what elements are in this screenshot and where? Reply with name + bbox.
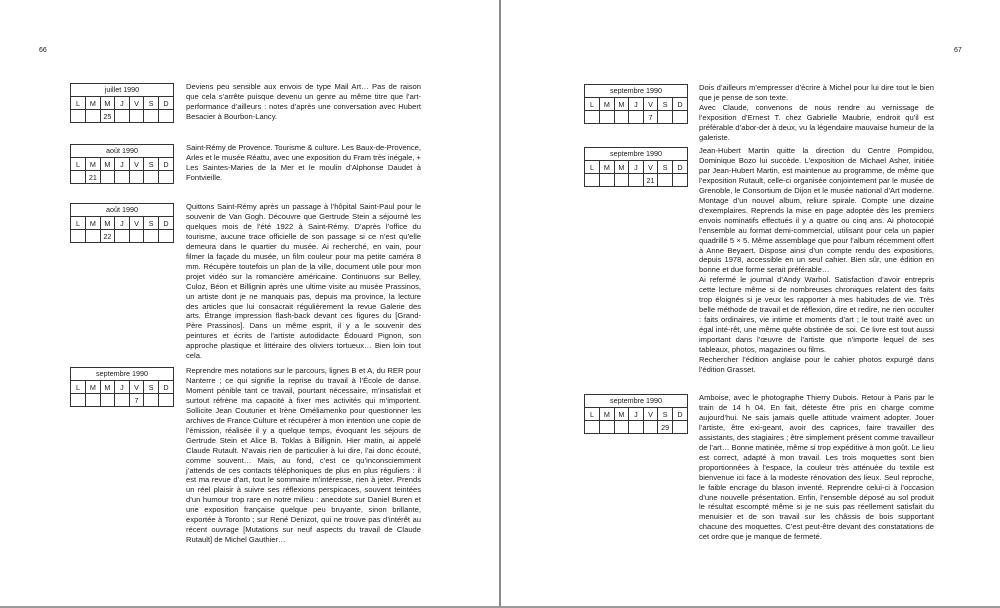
journal-entry [186, 366, 421, 545]
date-cell [144, 394, 159, 407]
weekday-label: S [658, 161, 673, 174]
weekday-label: M [100, 217, 115, 230]
date-cell: 7 [643, 111, 658, 124]
date-cell [144, 110, 159, 123]
date-cell [86, 394, 101, 407]
journal-entry [699, 146, 934, 375]
calendar-month: août 1990 [71, 204, 173, 217]
weekday-label: S [144, 158, 159, 171]
entry-paragraph: Saint-Rémy de Provence. Tourisme & culture. Les Baux-de-Provence, Arles et le musée Réattu, avec une exposition du Fram très inégale, + Les Saintes-Maries de la Mer et le moulin d’Alphonse Daudet à Fontvieille. [186, 143, 421, 182]
weekday-label: S [658, 98, 673, 111]
weekday-label: M [100, 97, 115, 110]
calendar-grid [585, 161, 687, 186]
date-cell [71, 230, 86, 243]
weekday-label: J [629, 408, 644, 421]
date-cell: 22 [100, 230, 115, 243]
right-page [501, 0, 1000, 606]
calendar-box [70, 203, 174, 243]
entry-paragraph: Deviens peu sensible aux envois de type Mail Art… Pas de raison que cela s’arrête puisque devenu un genre au même titre que l’art-performance d’ailleurs : notes d’après une conversation avec Hubert Besacier à Bourbon-Lancy. [186, 82, 421, 121]
weekday-label: L [71, 158, 86, 171]
entry-paragraph: Quittons Saint-Rémy après un passage à l’hôpital Saint-Paul pour le souvenir de Van Gogh. Découvre que Gertrude Stein a séjourné les quelques mois de l’été 1922 à Saint-Rémy. D’après l’office du tourisme, aucune trace officielle de son passage si ce n’est qu’elle demeura dans le quartier du musée. Ai recherché, en vain, pour filmer la façade du musée, un film couleur pour ma petite caméra 8 mm. Récupère toutefois un plan de la ville, document utile pour mon projet vidéo sur la romancière américaine. Continuons sur Belley, Culoz, Béon et Billignin après une ultime visite au musée Prassinos, un artiste dont je ne manquais pas, depuis ma province, la lecture des articles que lui consacrait régulièrement la revue Galerie des arts. Étrange impression flash-back devant ces figures du [Grand-Père Prassinos]. Dans un même esprit, il y a le souvenir des peintures et écrits de l’artiste autodidacte Édouard Pignon, son approche plastique et littéraire des oliviers tortueux… Bien loin tout cela. [186, 202, 421, 361]
date-cell [158, 230, 173, 243]
weekday-label: D [672, 161, 687, 174]
date-cell: 29 [658, 421, 673, 434]
date-cell [614, 174, 629, 187]
weekday-label: D [158, 381, 173, 394]
left-page [0, 0, 499, 606]
journal-entry [186, 143, 421, 183]
weekday-label: J [115, 158, 130, 171]
date-cell [643, 421, 658, 434]
date-cell [115, 230, 130, 243]
weekday-label: M [600, 98, 615, 111]
date-cell [600, 174, 615, 187]
weekday-label: L [71, 217, 86, 230]
date-cell: 7 [129, 394, 144, 407]
date-cell [672, 174, 687, 187]
date-cell [115, 110, 130, 123]
date-cell [585, 174, 600, 187]
weekday-label: J [629, 161, 644, 174]
weekday-label: M [614, 408, 629, 421]
weekday-label: M [614, 98, 629, 111]
weekday-label: V [129, 217, 144, 230]
page-number: 67 [954, 47, 962, 54]
date-cell [600, 111, 615, 124]
date-cell [86, 230, 101, 243]
date-cell [71, 110, 86, 123]
calendar-grid [71, 381, 173, 406]
date-cell [158, 110, 173, 123]
weekday-label: M [600, 408, 615, 421]
weekday-label: S [658, 408, 673, 421]
entry-paragraph: Amboise, avec le photographe Thierry Dubois. Retour à Paris par le train de 14 h 04. En fait, déteste être pris en charge comme aujourd’hui. Ne sais jamais quelle attitude vraiment adopter. Jouer l’artiste, être exi-geant, avoir des caprices, faire travailler des assistants, des stagiaires ; être simplement présent comme travailleur de l’art… Bonne matinée, même si trop expéditive à mon goût. Le lieu est correct, adapté à mon travail. Les trois moquettes sont bien proportionnées à l’espace, la couleur très atténuée du textile est bienvenue ici face à la modeste rénovation des lieux. Seul reproche, le faible encrage du blason inventé. Reprendre celui-ci à l’occasion d’une nouvelle présentation. Enfin, l’ensemble déposé au sol produit le résultat escompté même si je ne suis pas réellement satisfait du menuisier et de son travail sur les châssis de bois supportant chacune des moquettes. C’est peut-être devant des constatations de cet ordre que je manque de fermeté. [699, 393, 934, 542]
weekday-label: J [629, 98, 644, 111]
weekday-label: L [71, 381, 86, 394]
date-cell [144, 171, 159, 184]
date-cell [585, 421, 600, 434]
calendar-month: septembre 1990 [585, 148, 687, 161]
weekday-label: V [129, 381, 144, 394]
weekday-label: L [585, 408, 600, 421]
date-cell [129, 110, 144, 123]
weekday-label: L [585, 98, 600, 111]
calendar-grid [585, 98, 687, 123]
weekday-label: V [129, 158, 144, 171]
date-cell: 21 [86, 171, 101, 184]
journal-entry [186, 202, 421, 361]
date-cell [600, 421, 615, 434]
weekday-label: M [86, 217, 101, 230]
weekday-label: D [158, 158, 173, 171]
journal-entry [699, 83, 934, 143]
date-cell [71, 171, 86, 184]
calendar-grid [71, 217, 173, 242]
journal-entry [186, 82, 421, 122]
calendar-month: août 1990 [71, 145, 173, 158]
calendar-month: septembre 1990 [71, 368, 173, 381]
entry-paragraph: Ai refermé le journal d’Andy Warhol. Satisfaction d’avoir entrepris cette lecture même si de nombreuses chroniques relatent des faits trop éloignés si je veux les rapporter à mes habitudes de vie. Très belle méthode de travail et de réflexion, dire et redire, ne rien occulter : faits ordinaires, vie intime et moments d’art ; le tout traité avec un égal inté-rêt, une même quête obstinée de soi. Ce livre est tout aussi important dans l’œuvre de l’artiste que n’importe lequel de ses tableaux, photos, magazines ou films. [699, 275, 934, 355]
date-cell [614, 421, 629, 434]
calendar-grid [71, 97, 173, 122]
date-cell [129, 171, 144, 184]
date-cell [672, 111, 687, 124]
calendar-box [70, 144, 174, 184]
date-cell [614, 111, 629, 124]
date-cell [115, 171, 130, 184]
calendar-grid [71, 158, 173, 183]
calendar-box [584, 147, 688, 187]
weekday-label: J [115, 381, 130, 394]
calendar-grid [585, 408, 687, 433]
weekday-label: L [71, 97, 86, 110]
date-cell [100, 171, 115, 184]
date-cell [158, 394, 173, 407]
entry-paragraph: Rechercher l’édition anglaise pour le cahier photos expurgé dans l’édition Grasset. [699, 355, 934, 374]
date-cell [129, 230, 144, 243]
calendar-month: juillet 1990 [71, 84, 173, 97]
date-cell [629, 421, 644, 434]
date-cell [629, 174, 644, 187]
weekday-label: M [86, 97, 101, 110]
weekday-label: D [672, 98, 687, 111]
date-cell [658, 174, 673, 187]
journal-entry [699, 393, 934, 542]
weekday-label: V [643, 98, 658, 111]
date-cell: 25 [100, 110, 115, 123]
date-cell [100, 394, 115, 407]
date-cell [585, 111, 600, 124]
date-cell [629, 111, 644, 124]
weekday-label: M [600, 161, 615, 174]
weekday-label: M [100, 158, 115, 171]
weekday-label: D [672, 408, 687, 421]
date-cell [86, 110, 101, 123]
weekday-label: D [158, 97, 173, 110]
calendar-box [70, 83, 174, 123]
weekday-label: L [585, 161, 600, 174]
entry-paragraph: Reprendre mes notations sur le parcours, lignes B et A, du RER pour Nanterre ; ce qui signifie la reprise du travail à l’École de danse. Moment pénible tant ce travail, pourtant nécessaire, m’insatisfait et surtout réfrène ma capacité à fixer mes activités qui m’importent. Sollicite Jean Couturier et Irène Oméliamenko pour questionner les archives de France Culture et récupérer à mon intention une copie de l’émission, réalisée il y a quelque temps, évoquant les séjours de Gertrude Stein et Alice B. Toklas à Billignin. Hier matin, ai appelé Claude Rutault. N’avais rien de particulier à lui dire, l’ai donc écouté, comme souvent… Mais, au fond, c’est ce qu’inconsciemment j’attends de ces contacts téléphoniques de plus en plus réguliers : il est ma revue d’art, tout le sommaire m’intéresse, rien à jeter. Prends un réel plaisir à suivre ses réflexions perspicaces, souvent teintées d’un humour trop rare en notre milieu : anecdote sur Daniel Buren et une exposition française quelque peu bruyante, sinon brillante, exportée à Toronto ; sur René Denizot, qui ne trouve pas d’intérêt au récent ouvrage [Mutations sur neuf aspects du travail de Claude Rutault] de Michel Gauthier… [186, 366, 421, 545]
entry-paragraph: Jean-Hubert Martin quitte la direction du Centre Pompidou, Dominique Bozo lui succède. L’exposition de Michael Asher, initiée par Jean-Hubert Martin, est maintenue au programme, de même que l’exposition Rutault, celle-ci organisée conjointement par le musée de Grenoble, le Consortium de Dijon et le musée national d’Art moderne. Montage d’un nouvel album, reliure spirale. Compte une dizaine d’exemplaires. Reprends la mise en page adoptée dès les premiers envois nominatifs effectués il y a quatre ou cinq ans. Ai photocopié l’ensemble au format demi-commercial, utilisant pour cela un papier quadrillé 5 × 5. Même assemblage que pour l’album récemment offert à Anne Beyaert. Dispose ainsi d’un compte rendu des expositions, depuis 1978, accessible en un seul cahier. Bien sûr, une édition en bonne et due forme serait préférable… [699, 146, 934, 275]
calendar-box [70, 367, 174, 407]
date-cell [115, 394, 130, 407]
date-cell [71, 394, 86, 407]
weekday-label: S [144, 217, 159, 230]
weekday-label: M [86, 381, 101, 394]
page-number: 66 [39, 47, 47, 54]
calendar-box [584, 394, 688, 434]
date-cell [144, 230, 159, 243]
calendar-box [584, 84, 688, 124]
entry-paragraph: Avec Claude, convenons de nous rendre au vernissage de l’exposition d’Ernest T. chez Gabrielle Maubrie, endroit qu’il est préférable d’abor-der à deux, vu la légendaire mauvaise humeur de la galeriste. [699, 102, 934, 142]
weekday-label: M [100, 381, 115, 394]
weekday-label: V [643, 161, 658, 174]
weekday-label: M [614, 161, 629, 174]
weekday-label: V [129, 97, 144, 110]
weekday-label: S [144, 97, 159, 110]
entry-paragraph: Dois d’ailleurs m’empresser d’écrire à Michel pour lui dire tout le bien que je pense de son texte. [699, 83, 934, 102]
weekday-label: S [144, 381, 159, 394]
weekday-label: D [158, 217, 173, 230]
weekday-label: J [115, 97, 130, 110]
weekday-label: M [86, 158, 101, 171]
weekday-label: J [115, 217, 130, 230]
date-cell: 21 [643, 174, 658, 187]
calendar-month: septembre 1990 [585, 85, 687, 98]
date-cell [672, 421, 687, 434]
date-cell [158, 171, 173, 184]
calendar-month: septembre 1990 [585, 395, 687, 408]
date-cell [658, 111, 673, 124]
weekday-label: V [643, 408, 658, 421]
